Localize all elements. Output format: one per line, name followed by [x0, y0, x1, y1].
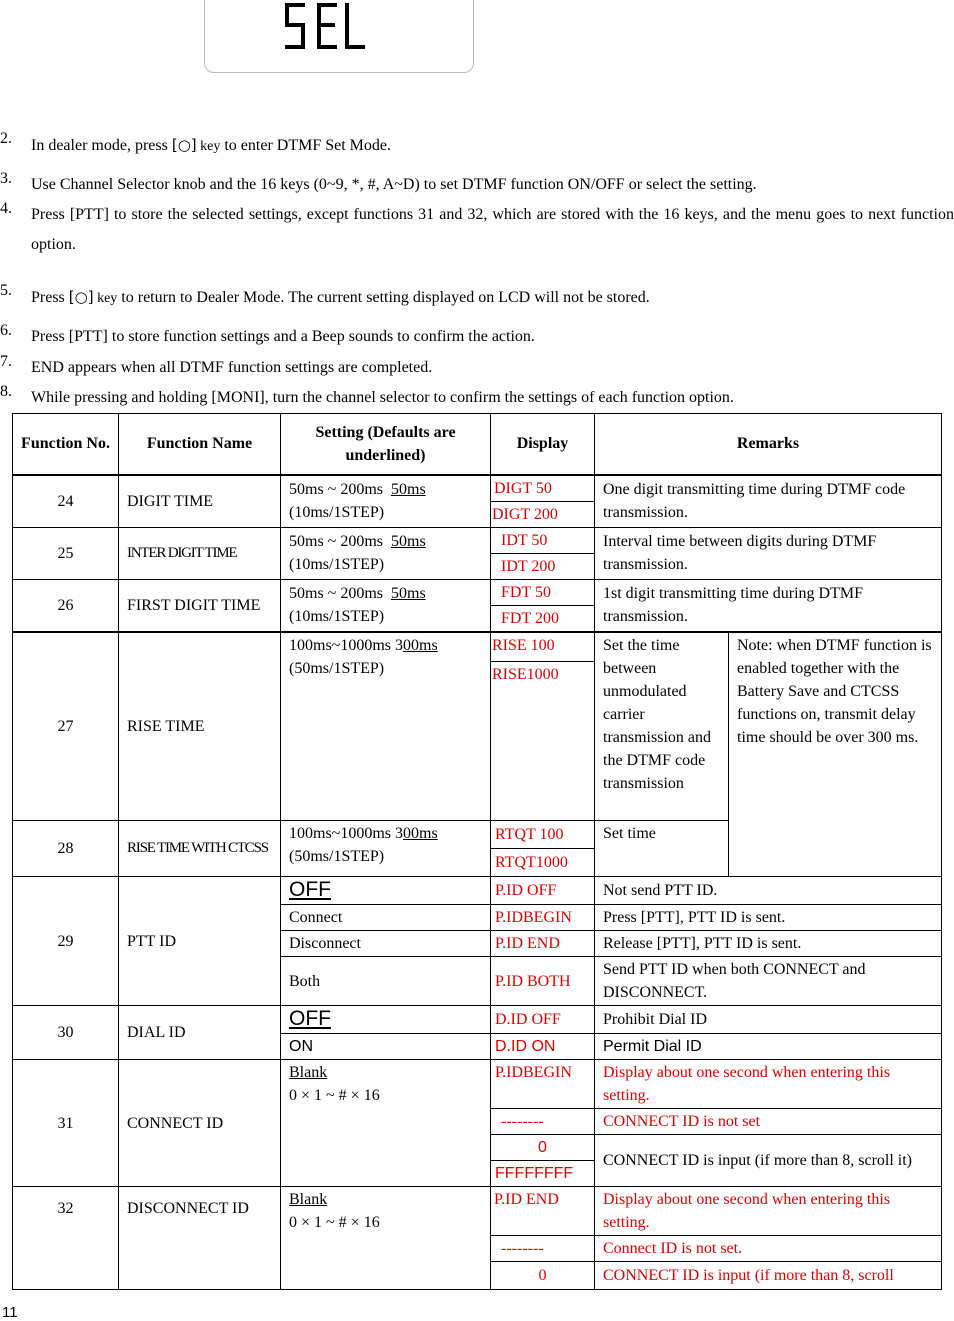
text: 2. — [0, 130, 12, 147]
table-cell: IDT 50 — [491, 527, 595, 553]
text: 50ms ~ 200ms — [289, 533, 383, 550]
text: 4. — [0, 200, 12, 217]
text: Blank — [289, 1064, 328, 1081]
table-cell: Not send PTT ID. — [595, 877, 942, 905]
table-cell: Disconnect — [281, 931, 491, 957]
text — [31, 130, 954, 162]
dtmf-function-table — [12, 413, 942, 1290]
table-cell: Connect ID is not set. — [595, 1236, 942, 1262]
table-cell: FIRST DIGIT TIME — [119, 579, 281, 632]
text: key — [196, 139, 221, 154]
table-cell: CONNECT ID — [119, 1060, 281, 1187]
text: (50ms/1STEP) — [289, 659, 385, 677]
table-cell — [281, 877, 491, 905]
table-cell: 27 — [13, 632, 119, 821]
table-cell: Prohibit Dial ID — [595, 1006, 942, 1034]
text: key — [93, 291, 118, 306]
text: 50ms ~ 200ms — [289, 585, 383, 602]
table-cell: P.IDBEGIN — [491, 905, 595, 931]
text — [31, 282, 954, 314]
table-cell — [281, 579, 491, 632]
table-cell: Set time — [595, 821, 729, 877]
table-cell — [281, 1006, 491, 1034]
table-cell: RISE TIME WITH CTCSS — [119, 821, 281, 877]
table-cell — [281, 1187, 491, 1290]
text: 8. — [0, 383, 12, 400]
table-row — [13, 475, 942, 502]
table-cell: 30 — [13, 1006, 119, 1060]
text: 00ms — [403, 636, 438, 654]
text: (10ms/1STEP) — [289, 504, 385, 521]
function-key-icon: [○] — [68, 288, 94, 306]
text: 0 × 1 ~ # × 16 — [289, 1214, 380, 1231]
header-remarks: Remarks — [595, 414, 942, 475]
table-cell: FFFFFFFF — [491, 1161, 595, 1187]
table-cell: PTT ID — [119, 877, 281, 1006]
table-cell — [281, 475, 491, 528]
table-cell — [281, 1060, 491, 1187]
table-cell: Display about one second when entering this setting. — [595, 1187, 942, 1236]
text: OFF — [289, 878, 331, 901]
table-cell: -------- — [491, 1236, 595, 1262]
table-cell: 28 — [13, 821, 119, 877]
table-row — [13, 527, 942, 553]
text: While pressing and holding [MONI], turn the channel selector to confirm the settings of each function option. — [31, 389, 734, 406]
text: to enter DTMF Set Mode. — [220, 137, 392, 154]
table-cell: RTQT 100 — [491, 821, 595, 849]
text: 50ms ~ 200ms — [289, 481, 383, 498]
text: 7. — [0, 353, 12, 370]
table-cell: FDT 50 — [491, 579, 595, 605]
text: Use Channel Selector knob and the 16 keys (0~9, *, #, A~D) to set DTMF function ON/OFF or select the setting. — [31, 176, 757, 193]
table-cell: IDT 200 — [491, 553, 595, 579]
table-cell: P.IDBEGIN — [491, 1060, 595, 1109]
table-cell: Display about one second when entering this setting. — [595, 1060, 942, 1109]
text: 50ms — [391, 585, 426, 602]
table-cell: RISE1000 — [491, 662, 595, 821]
header-function-no: Function No. — [13, 414, 119, 475]
table-cell: 31 — [13, 1060, 119, 1187]
text: 50ms — [391, 481, 426, 498]
table-row — [13, 1187, 942, 1236]
table-row — [13, 1060, 942, 1109]
table-cell: DIAL ID — [119, 1006, 281, 1060]
table-cell: P.ID END — [491, 931, 595, 957]
text: Blank — [289, 1191, 328, 1208]
text: (10ms/1STEP) — [289, 608, 385, 625]
table-cell: RISE 100 — [491, 632, 595, 662]
table-row — [13, 632, 942, 662]
table-cell: RISE TIME — [119, 632, 281, 821]
table-cell: 32 — [13, 1187, 119, 1290]
text: 100ms~1000ms 3 — [289, 825, 403, 842]
table-row — [13, 579, 942, 605]
table-cell: Set the time between unmodulated carrier transmission and the DTMF code transmission — [595, 632, 729, 821]
text: (10ms/1STEP) — [289, 556, 385, 573]
table-cell: One digit transmitting time during DTMF code transmission. — [595, 475, 942, 528]
table-cell: 0 — [491, 1135, 595, 1161]
table-cell: INTER DIGIT TIME — [119, 527, 281, 579]
header-function-name: Function Name — [119, 414, 281, 475]
text: OFF — [289, 1007, 331, 1030]
table-cell: Send PTT ID when both CONNECT and DISCONNECT. — [595, 957, 942, 1006]
table-cell: Both — [281, 957, 491, 1006]
text: 00ms — [403, 825, 438, 842]
table-row — [13, 1006, 942, 1034]
table-cell: FDT 200 — [491, 605, 595, 632]
table-cell: P.ID BOTH — [491, 957, 595, 1006]
table-header — [13, 414, 942, 475]
lcd-sel-segments — [283, 1, 373, 53]
text: 6. — [0, 322, 12, 339]
table-cell: -------- — [491, 1109, 595, 1135]
table-cell: 0 — [491, 1262, 595, 1290]
table-cell: DIGIT TIME — [119, 475, 281, 528]
table-cell — [281, 821, 491, 877]
text: (50ms/1STEP) — [289, 848, 385, 865]
text: 3. — [0, 170, 12, 187]
text: to return to Dealer Mode. The current setting displayed on LCD will not be stored. — [117, 289, 650, 306]
header-display: Display — [491, 414, 595, 475]
header-setting: Setting (Defaults are underlined) — [281, 414, 491, 475]
table-cell: ON — [281, 1034, 491, 1060]
table-cell: Interval time between digits during DTMF transmission. — [595, 527, 942, 579]
table-cell: 29 — [13, 877, 119, 1006]
table-cell: CONNECT ID is not set — [595, 1109, 942, 1135]
text: Press — [31, 289, 69, 306]
table-cell: 24 — [13, 475, 119, 528]
table-cell: Permit Dial ID — [595, 1034, 942, 1060]
table-cell: DIGT 200 — [491, 501, 595, 527]
table-cell: D.ID OFF — [491, 1006, 595, 1034]
table-cell: Press [PTT], PTT ID is sent. — [595, 905, 942, 931]
table-cell: 1st digit transmitting time during DTMF transmission. — [595, 579, 942, 632]
table-cell: DISCONNECT ID — [119, 1187, 281, 1290]
text: Press [PTT] to store the selected settings, except functions 31 and 32, which are stored with the 16 keys, and the menu goes to next function option. — [31, 206, 954, 253]
table-cell: 25 — [13, 527, 119, 579]
text: 50ms — [391, 533, 426, 550]
lcd-display — [204, 0, 474, 73]
table-cell: DIGT 50 — [491, 475, 595, 502]
page-number: 11 — [2, 1304, 18, 1321]
table-cell: Connect — [281, 905, 491, 931]
text: 0 × 1 ~ # × 16 — [289, 1087, 380, 1104]
function-key-icon: [○] — [171, 136, 197, 154]
table-cell: RTQT1000 — [491, 849, 595, 877]
table-row — [13, 877, 942, 905]
table-cell: Note: when DTMF function is enabled together with the Battery Save and CTCSS functions on, transmit delay time should be over 300 ms. — [729, 632, 942, 877]
table-cell: Release [PTT], PTT ID is sent. — [595, 931, 942, 957]
table-cell — [281, 527, 491, 579]
table-cell: D.ID ON — [491, 1034, 595, 1060]
text: 100ms~1000ms 3 — [289, 636, 403, 654]
table-cell: P.ID OFF — [491, 877, 595, 905]
text: END appears when all DTMF function settings are completed. — [31, 359, 433, 376]
table-cell — [281, 632, 491, 821]
table-cell: CONNECT ID is input (if more than 8, scroll it) — [595, 1135, 942, 1187]
text: In dealer mode, press — [31, 137, 172, 154]
text: Press [PTT] to store function settings and a Beep sounds to confirm the action. — [31, 328, 535, 345]
table-cell: P.ID END — [491, 1187, 595, 1236]
table-cell: 26 — [13, 579, 119, 632]
table-cell: CONNECT ID is input (if more than 8, scroll — [595, 1262, 942, 1290]
text: 5. — [0, 282, 12, 299]
